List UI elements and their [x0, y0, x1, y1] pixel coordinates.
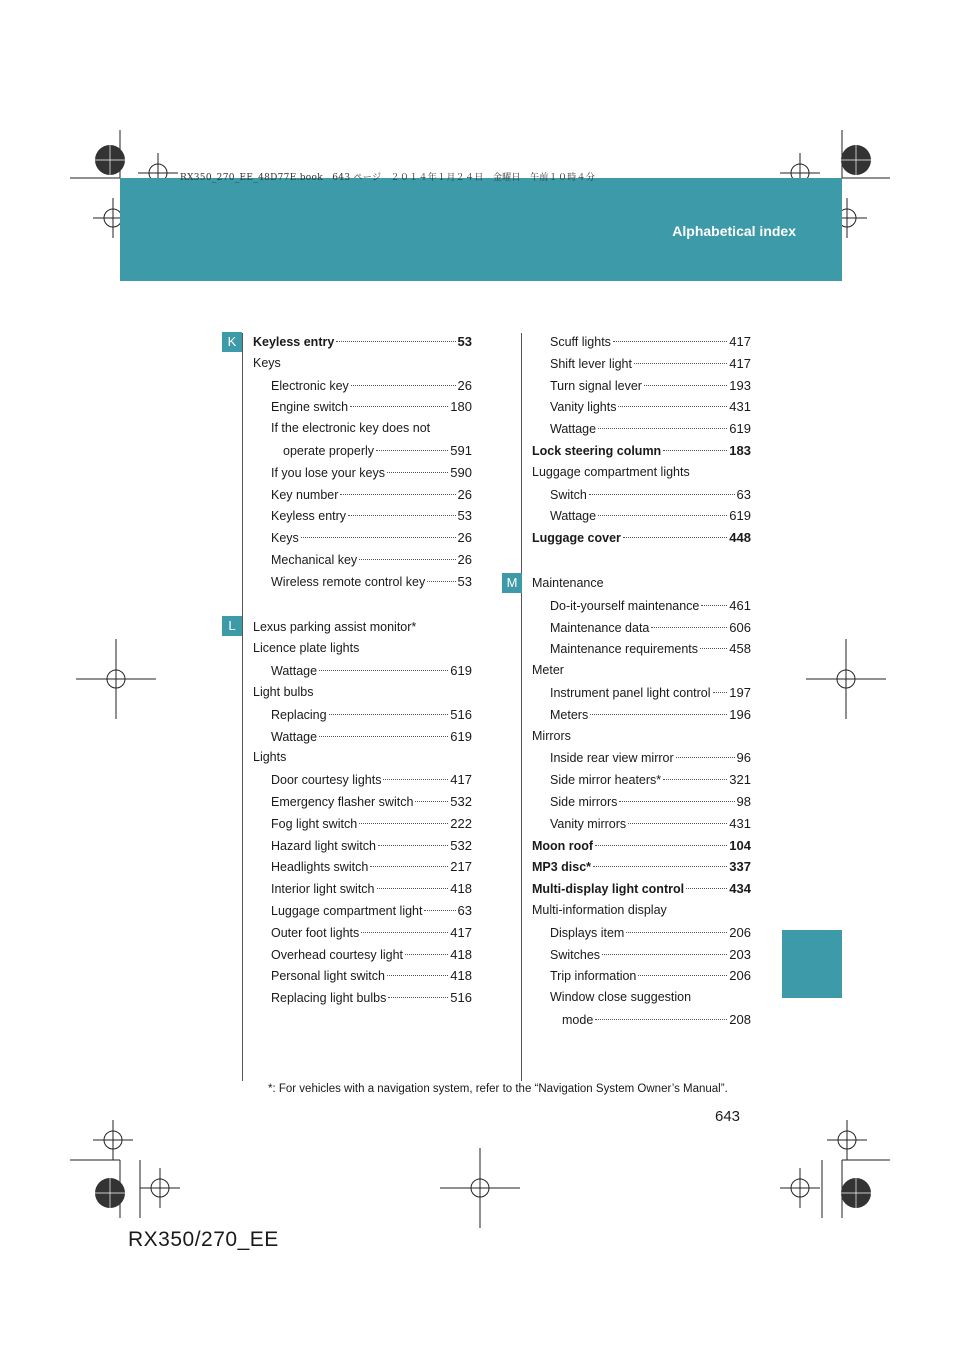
column-divider-middle — [521, 333, 522, 1081]
index-entry-label: Key number — [271, 487, 339, 502]
index-entry-page: 63 — [457, 902, 472, 918]
index-entry-label: Fog light switch — [271, 816, 358, 831]
index-entry-label: Emergency flasher switch — [271, 794, 414, 809]
index-entry — [532, 418, 751, 440]
index-entry-page: 183 — [729, 442, 751, 458]
index-entry-label: Luggage compartment light — [271, 903, 423, 918]
index-entry-page: 431 — [729, 815, 751, 831]
index-entry — [253, 549, 472, 571]
dot-leader — [427, 581, 455, 582]
index-entry — [253, 505, 472, 527]
index-entry-label: Keyless entry — [253, 335, 335, 349]
index-entry-label: Luggage cover — [532, 531, 621, 546]
dot-leader — [651, 627, 727, 628]
index-entry — [532, 747, 751, 769]
index-entry-page: 26 — [457, 530, 472, 546]
dot-leader — [387, 975, 448, 976]
index-entry-page: 434 — [729, 881, 751, 897]
dot-leader — [589, 494, 735, 495]
model-code: RX350/270_EE — [128, 1228, 279, 1251]
index-entry-label: Wattage — [550, 422, 597, 437]
index-entry-label: Do-it-yourself maintenance — [550, 598, 700, 613]
index-entry — [253, 617, 472, 639]
index-entry-label: mode — [562, 1012, 594, 1027]
index-entry-label: Engine switch — [271, 400, 349, 415]
index-entry — [253, 418, 472, 440]
index-entry — [253, 704, 472, 726]
index-entry — [532, 331, 751, 353]
index-entry-page: 321 — [729, 772, 751, 788]
index-entry-label: Inside rear view mirror — [550, 751, 674, 766]
index-entry-page: 619 — [729, 508, 751, 524]
dot-leader — [350, 406, 448, 407]
index-entry-label: Headlights switch — [271, 860, 369, 875]
index-entry-label: Maintenance data — [550, 620, 650, 635]
dot-leader — [623, 537, 727, 538]
dot-leader — [351, 385, 456, 386]
index-entry-label: Wattage — [271, 729, 318, 744]
index-entry-label: Interior light switch — [271, 882, 375, 897]
index-entry — [253, 856, 472, 878]
index-entry-label: Light bulbs — [253, 684, 314, 699]
index-entry-page: 418 — [450, 946, 472, 962]
index-entry-page: 193 — [729, 377, 751, 393]
index-entry-label: Vanity mirrors — [550, 816, 627, 831]
dot-leader — [415, 801, 448, 802]
index-entry-label: Moon roof — [532, 838, 594, 853]
index-entry-label: Turn signal lever — [550, 378, 642, 393]
dot-leader — [701, 605, 727, 606]
index-column-right — [532, 331, 751, 1031]
dot-leader — [387, 472, 448, 473]
index-entry — [253, 682, 472, 704]
index-entry-label: Window close suggestion — [550, 990, 692, 1005]
index-entry-page: 619 — [450, 728, 472, 744]
dot-leader — [595, 845, 727, 846]
index-entry-label: Electronic key — [271, 378, 349, 393]
dot-leader — [370, 866, 448, 867]
index-entry-label: Personal light switch — [271, 969, 385, 984]
index-entry — [532, 987, 751, 1009]
index-entry — [253, 462, 472, 484]
index-entry-page: 417 — [729, 334, 751, 349]
index-entry — [532, 484, 751, 506]
index-entry-label: Keyless entry — [271, 509, 347, 524]
index-group-l — [253, 617, 472, 1009]
index-entry-page: 461 — [729, 597, 751, 613]
index-entry — [532, 573, 751, 595]
index-entry-label: Luggage compartment lights — [532, 464, 690, 479]
dot-leader — [663, 450, 727, 451]
index-entry-label: Lexus parking assist monitor* — [253, 619, 417, 634]
index-entry-label: Overhead courtesy light — [271, 947, 404, 962]
index-entry — [532, 922, 751, 944]
dot-leader — [602, 954, 727, 955]
dot-leader — [590, 714, 727, 715]
dot-leader — [424, 910, 455, 911]
index-entry-page: 532 — [450, 793, 472, 809]
index-entry-label: Licence plate lights — [253, 641, 360, 656]
dot-leader — [383, 779, 448, 780]
index-entry-label: operate properly — [283, 443, 375, 458]
index-entry-label: Switch — [550, 487, 587, 502]
index-entry — [532, 878, 751, 900]
index-entry-label: Wireless remote control key — [271, 574, 426, 589]
index-entry — [253, 660, 472, 682]
index-entry — [253, 331, 472, 353]
index-entry-page: 619 — [729, 421, 751, 437]
index-entry-page: 431 — [729, 399, 751, 415]
dot-leader — [319, 736, 448, 737]
index-entry — [532, 791, 751, 813]
index-entry — [532, 440, 751, 462]
index-entry-label: Shift lever light — [550, 356, 632, 371]
index-entry — [253, 527, 472, 549]
index-entry-page: 26 — [457, 377, 472, 393]
index-entry-page: 516 — [450, 706, 472, 722]
index-entry-page: 96 — [736, 750, 751, 766]
index-entry-label: Side mirrors — [550, 794, 618, 809]
dot-leader — [663, 779, 727, 780]
index-entry — [532, 375, 751, 397]
dot-leader — [626, 932, 727, 933]
index-entry-label: Meters — [550, 707, 589, 722]
index-entry-label: If you lose your keys — [271, 465, 385, 480]
index-entry — [532, 944, 751, 966]
dot-leader — [598, 428, 727, 429]
index-entry — [253, 484, 472, 506]
dot-leader — [359, 823, 448, 824]
index-entry-label: If the electronic key does not — [271, 421, 431, 436]
index-entry-page: 417 — [450, 772, 472, 788]
index-entry-label: Multi-display light control — [532, 882, 685, 897]
index-entry-label: Hazard light switch — [271, 838, 376, 853]
section-letter-m: M — [502, 573, 522, 593]
dot-leader — [405, 954, 448, 955]
print-slug: RX350_270_EE_48D77E.book 643 ページ ２０１４年１月２４日 金曜日 午前１０時４分 — [180, 173, 596, 183]
index-entry-page: 53 — [457, 573, 472, 589]
index-entry — [532, 638, 751, 660]
dot-leader — [686, 888, 727, 889]
index-entry-page: 196 — [729, 706, 751, 722]
index-entry-label: Scuff lights — [550, 335, 611, 349]
dot-leader — [388, 997, 448, 998]
index-entry-page: 337 — [729, 859, 751, 875]
index-entry-page: 418 — [450, 968, 472, 984]
index-entry — [253, 987, 472, 1009]
index-entry — [532, 660, 751, 682]
index-entry-page: 197 — [729, 684, 751, 700]
index-entry — [253, 965, 472, 987]
index-entry — [253, 396, 472, 418]
index-entry — [532, 769, 751, 791]
side-thumb-tab — [782, 930, 842, 998]
index-entry — [253, 922, 472, 944]
index-entry — [532, 527, 751, 549]
index-entry — [253, 878, 472, 900]
dot-leader — [319, 670, 448, 671]
index-entry-label: Keys — [271, 531, 299, 546]
index-entry — [253, 769, 472, 791]
index-entry — [532, 856, 751, 878]
dot-leader — [638, 975, 727, 976]
dot-leader — [713, 692, 728, 693]
index-entry-page: 417 — [729, 355, 751, 371]
index-entry-page: 590 — [450, 464, 472, 480]
dot-leader — [700, 648, 727, 649]
dot-leader — [336, 341, 455, 342]
index-entry — [253, 813, 472, 835]
dot-leader — [618, 406, 727, 407]
index-entry — [253, 900, 472, 922]
index-entry — [532, 965, 751, 987]
dot-leader — [634, 363, 727, 364]
index-entry-label: Meter — [532, 663, 564, 678]
index-entry-page: 208 — [729, 1011, 751, 1027]
index-entry-label: Door courtesy lights — [271, 773, 382, 788]
index-entry — [253, 353, 472, 375]
index-group-k — [253, 331, 472, 593]
index-entry-page: 217 — [450, 859, 472, 875]
index-entry-page: 606 — [729, 619, 751, 635]
index-entry-page: 203 — [729, 946, 751, 962]
dot-leader — [348, 515, 456, 516]
index-entry-label: Wattage — [550, 509, 597, 524]
dot-leader — [329, 714, 449, 715]
index-entry — [253, 747, 472, 769]
dot-leader — [340, 494, 455, 495]
dot-leader — [676, 757, 735, 758]
index-entry-page: 458 — [729, 641, 751, 657]
index-entry — [532, 396, 751, 418]
index-entry — [532, 682, 751, 704]
index-entry-page: 104 — [729, 837, 751, 853]
index-entry-label: Replacing — [271, 707, 327, 722]
index-entry-page: 532 — [450, 837, 472, 853]
dot-leader — [359, 559, 455, 560]
index-entry-page: 417 — [450, 924, 472, 940]
index-entry — [253, 726, 472, 748]
index-entry-page: 26 — [457, 486, 472, 502]
index-entry-page: 222 — [450, 815, 472, 831]
dot-leader — [628, 823, 727, 824]
index-entry-label: Maintenance requirements — [550, 642, 698, 657]
index-column-left — [253, 331, 472, 1009]
index-entry — [532, 835, 751, 857]
index-entry — [253, 835, 472, 857]
index-entry-label: Outer foot lights — [271, 925, 360, 940]
index-entry-page: 98 — [736, 793, 751, 809]
index-entry — [532, 595, 751, 617]
index-entry-label: MP3 disc* — [532, 860, 592, 875]
index-entry-page: 516 — [450, 990, 472, 1006]
index-entry — [532, 353, 751, 375]
index-group-l-cont — [532, 331, 751, 549]
index-entry — [532, 813, 751, 835]
index-entry — [253, 638, 472, 660]
index-entry — [532, 1009, 751, 1031]
index-group-m — [532, 573, 751, 1031]
index-entry-label: Mirrors — [532, 728, 571, 743]
index-entry — [532, 505, 751, 527]
index-entry-page: 26 — [457, 551, 472, 567]
index-entry — [532, 617, 751, 639]
index-entry-label: Displays item — [550, 925, 625, 940]
index-entry-page: 53 — [457, 508, 472, 524]
index-entry-page: 206 — [729, 924, 751, 940]
index-entry-label: Maintenance — [532, 575, 604, 590]
section-letter-l: L — [222, 616, 242, 636]
dot-leader — [613, 341, 727, 342]
index-entry-label: Trip information — [550, 969, 637, 984]
index-entry-label: Multi-information display — [532, 902, 667, 917]
section-letter-k: K — [222, 332, 242, 352]
index-entry-page: 180 — [450, 399, 472, 415]
index-entry-page: 53 — [457, 334, 472, 349]
index-entry-page: 418 — [450, 881, 472, 897]
index-entry-label: Wattage — [271, 664, 318, 679]
index-entry-page: 206 — [729, 968, 751, 984]
index-entry — [253, 791, 472, 813]
index-entry-label: Instrument panel light control — [550, 685, 711, 700]
dot-leader — [598, 515, 727, 516]
column-divider-left — [242, 333, 243, 1081]
index-entry — [253, 944, 472, 966]
index-entry-label: Vanity lights — [550, 400, 617, 415]
index-entry — [532, 900, 751, 922]
index-entry — [253, 440, 472, 462]
header-band — [120, 178, 842, 281]
index-entry-label: Lights — [253, 750, 287, 765]
index-entry-page: 448 — [729, 530, 751, 546]
index-entry-label: Replacing light bulbs — [271, 991, 387, 1006]
dot-leader — [377, 888, 449, 889]
index-entry-page: 63 — [736, 486, 751, 502]
dot-leader — [644, 385, 727, 386]
footnote: *: For vehicles with a navigation system, refer to the “Navigation System Owner’s Manual”. — [268, 1083, 728, 1095]
dot-leader — [378, 845, 448, 846]
dot-leader — [376, 450, 448, 451]
dot-leader — [619, 801, 734, 802]
index-entry — [253, 375, 472, 397]
dot-leader — [361, 932, 448, 933]
dot-leader — [301, 537, 456, 538]
index-entry-page: 619 — [450, 663, 472, 679]
index-entry-label: Side mirror heaters* — [550, 773, 662, 788]
index-entry — [532, 704, 751, 726]
index-entry-label: Keys — [253, 355, 281, 370]
index-entry-label: Mechanical key — [271, 552, 358, 567]
dot-leader — [593, 866, 727, 867]
dot-leader — [595, 1019, 727, 1020]
index-entry-label: Lock steering column — [532, 443, 662, 458]
page-title: Alphabetical index — [672, 223, 796, 239]
index-entry-page: 591 — [450, 442, 472, 458]
index-entry — [532, 462, 751, 484]
index-entry — [253, 571, 472, 593]
index-entry-label: Switches — [550, 947, 601, 962]
index-entry — [532, 726, 751, 748]
page-number: 643 — [715, 1108, 741, 1125]
